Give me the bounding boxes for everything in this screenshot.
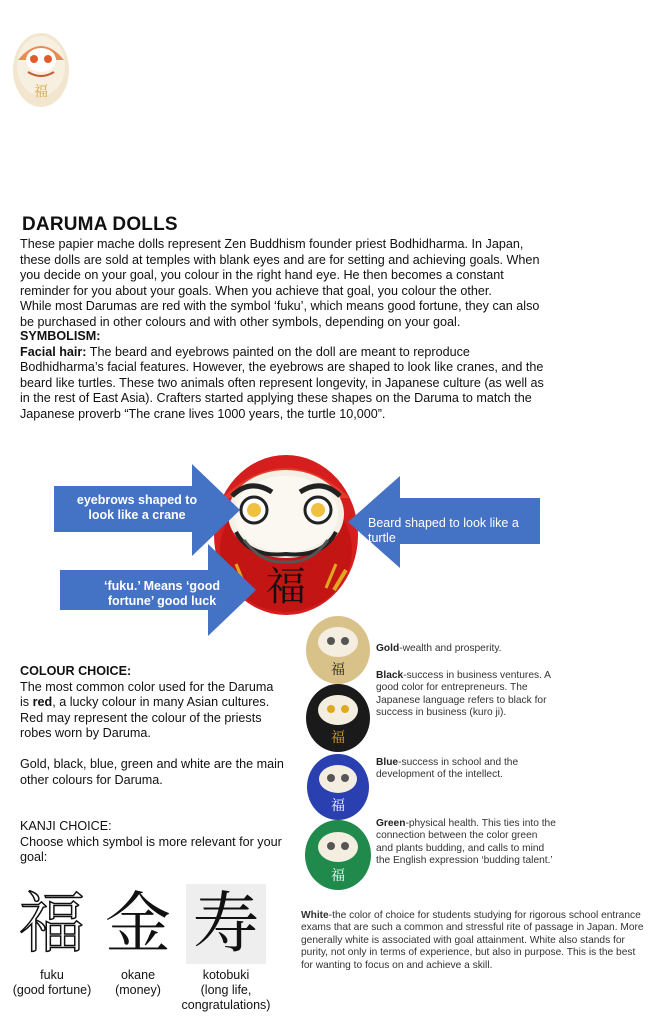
intro-line: These papier mache dolls represent Zen Buddhism founder priest Bodhidharma. In Japan, xyxy=(20,237,524,251)
doll-symbol-text: 福 xyxy=(266,564,306,610)
kotobuki-glyph: 寿 xyxy=(193,885,259,962)
symbolism-line: beard like turtles. These two animals often represent longevity, in Japanese culture (as well as xyxy=(20,375,544,390)
symbolism-line: Japanese proverb “The crane lives 1000 years, the turtle 10,000”. xyxy=(20,406,386,421)
page-title: DARUMA DOLLS xyxy=(22,214,178,235)
swatch-desc: -success in school and the development of the intellect. xyxy=(376,757,519,781)
svg-text:福: 福 xyxy=(331,662,345,678)
svg-text:福: 福 xyxy=(331,868,345,884)
intro-paragraph xyxy=(20,237,640,331)
intro-line: be purchased in other colours and with other symbols, depending on your goal. xyxy=(20,314,461,329)
swatch-gold xyxy=(376,643,556,655)
okane-glyph: 金 xyxy=(105,885,171,962)
kanji-caption xyxy=(88,968,188,998)
colour-other-paragraph: Gold, black, blue, green and white are the main other colours for Daruma. xyxy=(20,756,284,787)
eyebrows-label xyxy=(62,493,212,523)
symbolism-line: in the rest of East Asia). Crafters started applying these shapes on the Daruma to match the xyxy=(20,391,532,406)
symbolism-section xyxy=(20,329,640,423)
swatch-black xyxy=(376,670,556,720)
green-daruma-icon xyxy=(305,820,371,890)
svg-text:福: 福 xyxy=(331,798,345,814)
label-line: fortune’ good luck xyxy=(107,594,217,608)
swatch-white xyxy=(301,910,649,972)
kanji-choice-section xyxy=(20,819,285,866)
fuku-glyph: 福 xyxy=(19,885,85,962)
caption-meaning: (money) xyxy=(115,983,161,997)
svg-text:福: 福 xyxy=(34,84,48,100)
caption-name: fuku xyxy=(40,968,64,982)
intro-line: reminder for you about your goals. When you achieve that goal, you colour the other. xyxy=(20,283,492,298)
colour-choice-heading: COLOUR CHOICE: xyxy=(20,664,132,678)
blue-daruma-icon xyxy=(307,754,369,820)
kanji-okane xyxy=(98,884,178,964)
swatch-name: Green xyxy=(376,818,406,829)
black-daruma-icon xyxy=(306,684,370,752)
swatch-name: Blue xyxy=(376,757,399,768)
swatch-desc: -physical health. This ties into the connection between the color green and plants budding, and calls to mind the English expression ‘budding talent.’ xyxy=(376,818,556,867)
label-line: look like a crane xyxy=(88,508,186,522)
kanji-caption xyxy=(2,968,102,998)
colour-red-word: red xyxy=(32,695,53,710)
swatch-name: Black xyxy=(376,670,404,681)
symbolism-line: Bodhidharma’s facial features. However, the eyebrows are shaped to look like cranes, and the xyxy=(20,360,544,375)
gold-daruma-icon xyxy=(306,616,370,684)
kanji-text: Choose which symbol is more relevant for your goal: xyxy=(20,834,282,865)
intro-line: these dolls are sold at temples with blank eyes and are for setting and achieving goals. When xyxy=(20,252,540,267)
caption-meaning: (long life, congratulations) xyxy=(181,983,271,1012)
svg-text:福: 福 xyxy=(331,730,345,746)
daruma-logo-icon xyxy=(10,24,72,110)
fuku-label xyxy=(82,579,242,609)
colour-choice-paragraph xyxy=(20,680,285,742)
colour-dolls xyxy=(300,612,380,892)
kanji-caption xyxy=(176,968,276,1013)
swatch-desc: -success in business ventures. A good color for entrepreneurs. The Japanese language refers to black for success in business (kuro ji). xyxy=(376,670,551,719)
colour-text: The most common color used for the Daruma is xyxy=(20,679,274,710)
kanji-kotobuki xyxy=(186,884,266,964)
intro-line: you decide on your goal, you colour in the right hand eye. He then becomes a constant xyxy=(20,268,504,283)
intro-line: While most Darumas are red with the symbol ‘fuku’, which means good fortune, they can also xyxy=(20,299,540,314)
swatch-desc: -wealth and prosperity. xyxy=(399,643,502,654)
symbolism-heading: SYMBOLISM: xyxy=(20,329,101,343)
kanji-fuku xyxy=(12,884,92,964)
symbolism-line xyxy=(20,345,640,361)
label-line: turtle xyxy=(368,531,396,545)
label-line: eyebrows shaped to xyxy=(76,493,198,507)
daruma-diagram xyxy=(0,440,663,640)
swatch-blue xyxy=(376,757,536,782)
facial-hair-label: Facial hair: xyxy=(20,344,87,359)
kanji-heading: KANJI CHOICE: xyxy=(20,819,112,833)
beard-label xyxy=(368,516,540,546)
caption-name: okane xyxy=(120,968,156,982)
swatch-name: Gold xyxy=(376,643,400,654)
colour-choice-section xyxy=(20,664,285,788)
colour-text: , a lucky colour in many Asian cultures. Red may represent the colour of the priests robes worn by Daruma. xyxy=(20,695,270,741)
swatch-desc: -the color of choice for students studying for rigorous school entrance exams that are such a common and stressful rite of passage in Japan. More generally white is associated with goal attainment. White also stands for purity, not only in terms of experience, but also in purpose. This is the best for wanting to focus on and achieve a skill. xyxy=(301,910,644,971)
swatch-green xyxy=(376,818,556,868)
caption-meaning: (good fortune) xyxy=(12,983,92,997)
symbolism-text: The beard and eyebrows painted on the doll are meant to reproduce xyxy=(86,344,470,359)
caption-name: kotobuki xyxy=(202,968,250,982)
swatch-name: White xyxy=(301,910,329,921)
label-line: ‘fuku.’ Means ‘good xyxy=(104,579,220,593)
label-line: Beard shaped to look like a xyxy=(368,516,519,530)
